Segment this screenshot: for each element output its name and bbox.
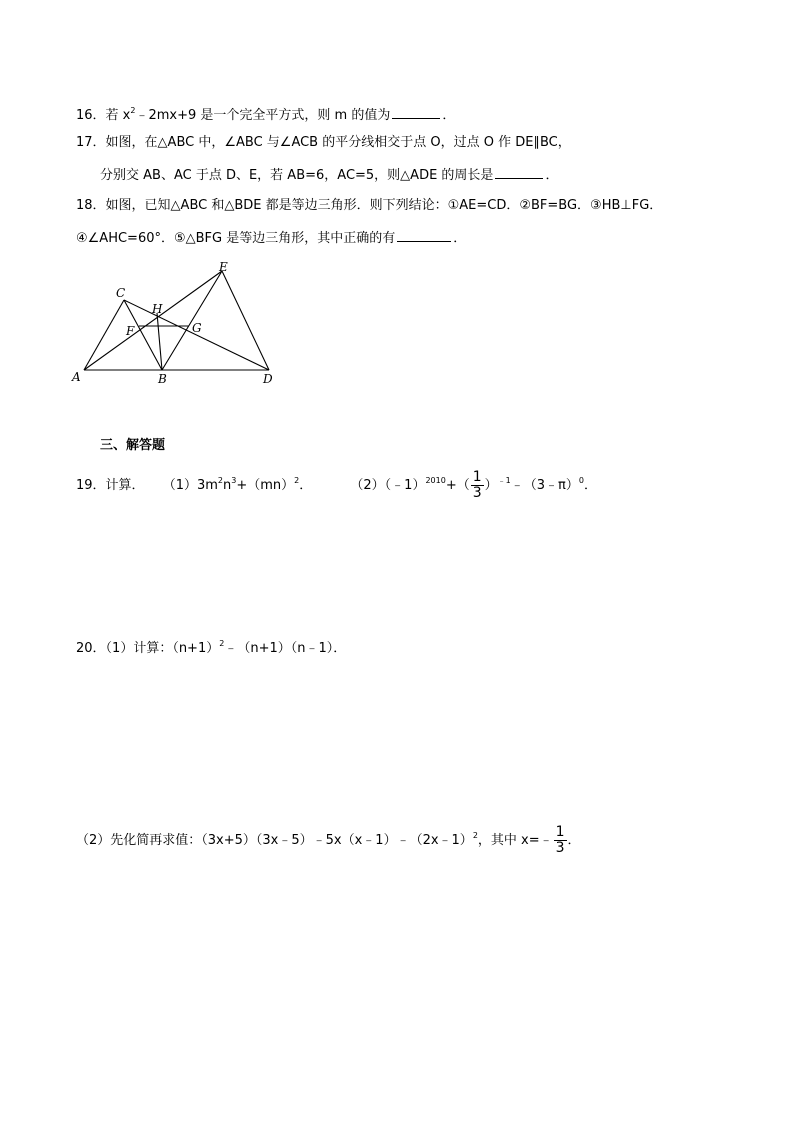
label-f: F <box>126 324 135 338</box>
q19-part2: （2）（﹣1）$^{2010}$+（ $\frac{1}{3}$ ）$^{﹣1}$﹣（3﹣π）$^0$． <box>350 469 597 501</box>
q19-part1: $(1)3m^2n^3+(mn)^2$． <box>162 476 313 493</box>
label-a: A <box>72 370 81 384</box>
fraction-one-third-2: $\frac{1}{3}$ <box>555 824 565 856</box>
section-3-title: 三、解答题 <box>100 438 166 453</box>
fraction-one-third: $\frac{1}{3}$ <box>472 469 482 501</box>
question-17-line1: 17．如图，在△ABC 中，∠ABC 与∠ACB 的平分线相交于点 O，过点 O 作 DE∥BC， <box>76 135 571 150</box>
segment-cd <box>124 300 269 370</box>
triangle-figure <box>60 255 290 395</box>
label-b: B <box>158 372 167 386</box>
question-18-line1: 18．如图，已知△ABC 和△BDE 都是等边三角形．则下列结论：①AE=CD．②BF=BG．③HB⊥FG． <box>76 198 663 213</box>
question-19: 19．计算． $(1)3m^2n^3+(mn)^2$． （2）（﹣1）$^{2010}$+（ $\frac{1}{3}$ ）$^{﹣1}$﹣（3﹣π）$^0$． <box>76 469 597 501</box>
label-e: E <box>219 260 228 274</box>
label-h: H <box>152 302 163 316</box>
label-c: C <box>116 286 126 300</box>
answer-blank-18[interactable] <box>397 229 451 242</box>
answer-blank-17[interactable] <box>495 166 543 179</box>
segment-ac <box>84 300 124 370</box>
segment-ed <box>222 271 269 370</box>
question-20-part2: （2）先化简再求值：（3x+5）（3x﹣5）﹣5x（x﹣1）﹣（2x﹣1）$^2$，其中 x=﹣ $\frac{1}{3}$ ． <box>76 824 581 856</box>
question-20-part1: 20．（1）计算：$(n+1)^2﹣(n+1)(n﹣1)$． <box>76 639 347 656</box>
label-g: G <box>192 321 202 335</box>
question-17-line2: 分别交 AB、AC 于点 D、E，若 AB=6，AC=5，则△ADE 的周长是 ． <box>100 168 559 183</box>
question-16: 16．若 $x^2﹣2mx+9$ 是一个完全平方式，则 m 的值为 ． <box>76 106 456 123</box>
label-d: D <box>263 372 273 386</box>
answer-blank-16[interactable] <box>392 106 440 119</box>
question-18-line2: ④∠AHC=60°．⑤△BFG 是等边三角形，其中正确的有 ． <box>76 231 467 246</box>
